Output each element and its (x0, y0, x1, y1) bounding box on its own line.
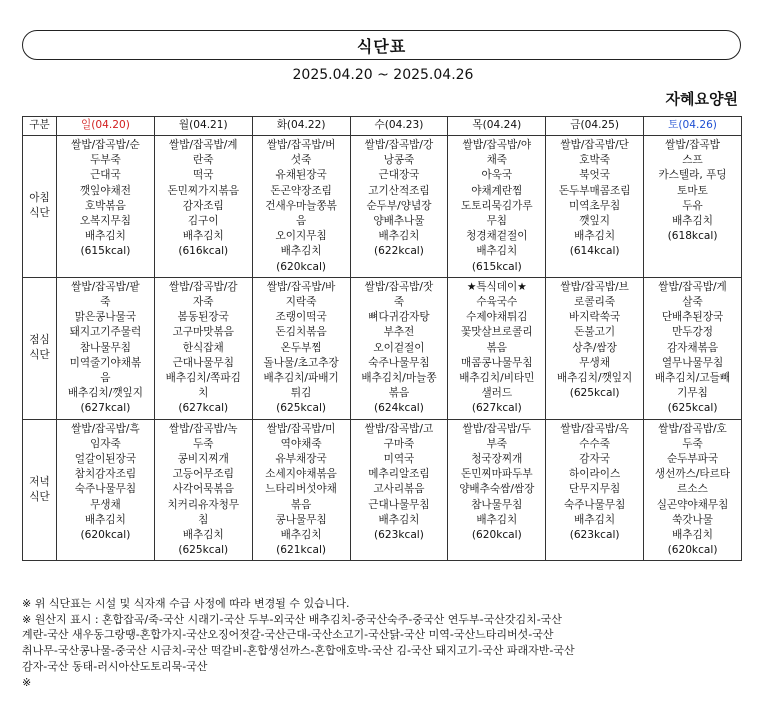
menu-item: 감자채볶음 (666, 341, 719, 354)
menu-item: 순두부파국 (666, 453, 719, 466)
menu-item: 돌나물/초고추장 (263, 356, 339, 369)
menu-item: 배추김치/깻잎지 (557, 372, 633, 385)
menu-item: 배추김치/쪽파김 (165, 372, 241, 385)
menu-item: 아욱국 (481, 169, 513, 182)
menu-item: 상추/쌈장 (572, 341, 617, 354)
meal-label-cell (23, 277, 57, 419)
menu-item: (625kcal) (276, 402, 327, 415)
menu-item: 조랭이떡국 (275, 311, 327, 324)
menu-item: (625kcal) (667, 402, 718, 415)
menu-item: 청경채겉절이 (466, 230, 528, 243)
header-corner-cell: 구분 (23, 117, 57, 136)
menu-item: 근대나물무침 (368, 498, 430, 511)
menu-item: 배추김치 (280, 529, 322, 542)
menu-item: 배추김치/고들빼 (654, 372, 731, 385)
menu-item: 배추김치 (574, 513, 616, 526)
menu-item: 느타리버섯야채 (265, 483, 337, 496)
menu-item: 음 (100, 372, 111, 385)
menu-item: 무생채 (90, 498, 121, 511)
day-header-cell: 토(04.26) (644, 117, 742, 136)
note-line: ※ 위 식단표는 시설 및 식자재 수급 사정에 따라 변경될 수 있습니다. (22, 597, 350, 610)
menu-cell (154, 277, 252, 419)
menu-item: 기무침 (677, 387, 708, 400)
menu-cell (448, 136, 546, 278)
menu-item: 카스텔라, 푸딩 (658, 169, 727, 182)
menu-cell (154, 136, 252, 278)
menu-item: 쌀밥/잡곡밥/호 (658, 422, 727, 435)
menu-item: 사각어묵볶음 (172, 483, 234, 496)
menu-item: 한식잡채 (182, 341, 224, 354)
menu-item: 부죽 (486, 437, 508, 450)
menu-item: 배추김치/깻잎지 (67, 387, 144, 400)
menu-item: 돈김치볶음 (275, 326, 327, 339)
menu-item: 치커리유자청무 (167, 498, 240, 511)
menu-item: 죽 (100, 296, 111, 309)
menu-item: (625kcal) (569, 387, 620, 400)
menu-cell (350, 136, 448, 278)
menu-item: 쌀밥/잡곡밥/단 (560, 139, 629, 151)
menu-item: (627kcal) (80, 402, 131, 415)
menu-item: 자죽 (193, 296, 214, 309)
menu-cell (252, 419, 350, 561)
menu-item: 봄동된장국 (177, 311, 229, 324)
menu-item: (620kcal) (471, 529, 522, 542)
menu-item: 수육국수 (476, 296, 518, 309)
table-header-row (23, 117, 742, 136)
menu-item: 참치감자조림 (74, 468, 137, 481)
menu-item: 무생채 (579, 356, 610, 369)
menu-item: 떡국 (193, 169, 214, 182)
day-header-cell: 월(04.21) (154, 117, 252, 136)
menu-item: 배추김치 (672, 529, 713, 542)
menu-item: 쑥갓나물 (672, 513, 713, 526)
menu-item: 배추김치 (476, 245, 518, 258)
menu-cell (252, 136, 350, 278)
menu-cell (546, 277, 644, 419)
menu-cell (644, 136, 742, 278)
menu-item: 부추전 (383, 326, 415, 339)
menu-item: 배추김치/파배기 (263, 372, 339, 385)
menu-item: 수수죽 (579, 437, 610, 450)
menu-item: 볶음 (388, 387, 410, 400)
menu-item: 바지락쑥국 (569, 311, 621, 324)
menu-item: 토마토 (677, 184, 708, 197)
note-line: ※ 원산지 표시 : 혼합잡곡/죽-국산 시래기-국산 두부-외국산 배추김치-중국산숙주-중국산 연두부-국산갓김치-국산 (22, 612, 562, 626)
day-header-cell: 화(04.22) (252, 117, 350, 136)
menu-cell (154, 419, 252, 561)
menu-item: 스프 (682, 154, 703, 167)
menu-item: 쌀밥/잡곡밥/순 (71, 139, 140, 151)
menu-item: 쌀밥/잡곡밥/강 (364, 139, 434, 151)
menu-cell (57, 277, 155, 419)
menu-item: (615kcal) (80, 245, 131, 258)
menu-cell (350, 419, 448, 561)
menu-item: 르소스 (677, 483, 708, 496)
menu-item: 쌀밥/잡곡밥/버 (266, 139, 336, 151)
note-line: 취나무-국산콩나물-중국산 시금치-국산 떡갈비-혼합생선까스-혼합애호박-국산 김-국산 돼지고기-국산 파래자반-국산 (22, 644, 575, 658)
menu-item: 깻잎야채전 (79, 184, 131, 197)
menu-item: 돈민찌마파두부 (460, 468, 533, 481)
menu-item: 침 (198, 513, 209, 526)
menu-item: 콩비지찌개 (177, 453, 229, 466)
meal-row (23, 136, 742, 278)
menu-item: 감자국 (579, 453, 610, 466)
menu-item: 섯죽 (290, 154, 312, 167)
menu-item: ★특식데이★ (466, 280, 527, 293)
menu-item: 배추김치 (378, 230, 420, 243)
menu-item: 쌀밥/잡곡밥/고 (364, 422, 434, 435)
table-body (23, 136, 742, 561)
meal-label-cell (23, 136, 57, 278)
menu-item: 유채된장국 (275, 169, 327, 182)
menu-cell (546, 136, 644, 278)
menu-item: 오이지무침 (275, 230, 327, 243)
menu-item: 근대장국 (378, 169, 420, 182)
menu-item: 돈불고기 (574, 326, 616, 339)
menu-item: 매콤콩나물무침 (460, 356, 533, 369)
menu-item: (620kcal) (667, 544, 718, 557)
meal-label-text: 저녁 (29, 475, 50, 488)
menu-cell (546, 419, 644, 561)
day-header-cell: 일(04.20) (57, 117, 155, 136)
menu-item: (616kcal) (178, 245, 229, 258)
menu-item: 배추김치/비타민 (459, 372, 535, 385)
menu-item: (623kcal) (569, 529, 620, 542)
menu-item: 미역초무침 (569, 199, 621, 212)
menu-item: 맑은콩나물국 (74, 311, 137, 324)
menu-item: (615kcal) (471, 260, 522, 273)
menu-item: 메추리알조림 (368, 468, 430, 481)
meal-row (23, 419, 742, 561)
menu-item: 실곤약야채무침 (656, 498, 729, 511)
menu-item: 오이겉절이 (373, 341, 425, 354)
menu-table (22, 116, 742, 561)
menu-item: 볶음 (486, 341, 508, 354)
menu-item: 구마죽 (383, 437, 415, 450)
menu-item: 순두부/양념장 (366, 199, 432, 212)
menu-item: 근대국 (90, 169, 121, 182)
menu-item: 배추김치 (476, 513, 518, 526)
menu-item: (622kcal) (374, 245, 424, 258)
menu-item: 배추김치 (182, 230, 224, 243)
menu-item: 근대나물무침 (172, 356, 234, 369)
menu-item: 쌀밥/잡곡밥/미 (266, 422, 336, 435)
menu-item: 참나물무침 (79, 341, 131, 354)
menu-item: 깻잎지 (579, 215, 610, 228)
menu-item: (625kcal) (178, 544, 229, 557)
menu-item: (621kcal) (276, 544, 327, 557)
menu-item: 낭콩죽 (383, 154, 415, 167)
menu-item: 유부채장국 (275, 453, 327, 466)
menu-item: 치 (198, 387, 209, 400)
menu-item: 고구마맛볶음 (172, 326, 234, 339)
menu-item: 고사리볶음 (373, 483, 425, 496)
menu-item: 역야채죽 (280, 437, 322, 450)
meal-label-text: 식단 (29, 349, 50, 362)
menu-item: 온두부찜 (280, 341, 322, 354)
menu-cell (448, 277, 546, 419)
meal-label-text: 아침 (29, 192, 50, 205)
menu-item: 야채계란찜 (471, 184, 523, 197)
meal-label-cell (23, 419, 57, 561)
menu-period: 2025.04.20 ~ 2025.04.26 (292, 67, 474, 83)
menu-item: 고등어무조림 (172, 468, 234, 481)
menu-item: 지락죽 (285, 296, 317, 309)
meal-label-text: 식단 (29, 207, 50, 220)
menu-item: 숙주나물무침 (74, 483, 137, 496)
menu-item: 돈두부매콤조림 (558, 184, 631, 197)
menu-item: 돼지고기주물럭 (69, 326, 142, 339)
menu-item: 숙주나물무침 (563, 498, 626, 511)
menu-item: 두유 (682, 199, 703, 212)
menu-item: (620kcal) (80, 529, 131, 542)
menu-item: 감자조림 (182, 199, 224, 212)
menu-item: 배추김치 (672, 215, 713, 228)
menu-item: (618kcal) (667, 230, 718, 243)
menu-item: 고기산적조림 (368, 184, 430, 197)
menu-item: 꽃맛살브로콜리 (460, 326, 533, 339)
menu-item: 만두강정 (672, 326, 713, 339)
menu-item: 단무지무침 (569, 483, 621, 496)
menu-item: 샐러드 (481, 387, 513, 400)
menu-item: 배추김치 (84, 513, 126, 526)
menu-item: 쌀밥/잡곡밥/녹 (168, 422, 238, 435)
menu-item: (620kcal) (276, 260, 327, 273)
menu-item: 열무나물무침 (661, 356, 724, 369)
menu-item: 도토리묵김가루 (460, 199, 533, 212)
day-header-cell: 수(04.23) (350, 117, 448, 136)
menu-item: 쌀밥/잡곡밥/팥 (71, 280, 140, 293)
menu-item: (624kcal) (374, 402, 424, 415)
menu-item: 살죽 (682, 296, 703, 309)
meal-row (23, 277, 742, 419)
menu-item: 쌀밥/잡곡밥/옥 (560, 422, 629, 435)
menu-item: 쌀밥/잡곡밥/브 (560, 280, 629, 293)
menu-item: 죽 (393, 296, 405, 309)
menu-item: 하이라이스 (569, 468, 621, 481)
menu-item: 청국장찌개 (471, 453, 523, 466)
menu-item: 숙주나물무침 (368, 356, 430, 369)
menu-cell (350, 277, 448, 419)
menu-item: 쌀밥/잡곡밥/감 (168, 280, 238, 293)
menu-item: 두부죽 (90, 154, 121, 167)
menu-item: 쌀밥/잡곡밥/바 (266, 280, 336, 293)
menu-item: 건새우마늘쫑볶 (265, 199, 337, 212)
menu-item: 배추김치/마늘쫑 (361, 372, 437, 385)
menu-item: 참나물무침 (471, 498, 523, 511)
menu-cell (252, 277, 350, 419)
menu-item: 쌀밥/잡곡밥/야 (462, 139, 532, 151)
menu-item: 튀김 (290, 387, 312, 400)
menu-item: 수제야채튀김 (466, 311, 528, 324)
note-line: ※ (22, 675, 32, 689)
menu-cell (644, 419, 742, 561)
page-title: 식단표 (356, 36, 407, 56)
menu-item: 북엇국 (579, 169, 610, 182)
meal-label-text: 점심 (29, 334, 50, 347)
menu-item: 호박볶음 (84, 199, 126, 212)
menu-item: 단배추된장국 (661, 311, 724, 324)
menu-cell (448, 419, 546, 561)
menu-item: 쌀밥/잡곡밥 (665, 139, 720, 151)
menu-item: 콩나물무침 (275, 513, 327, 526)
note-line: 감자-국산 동태-러시아산도토리묵-국산 (22, 659, 208, 673)
day-header-cell: 금(04.25) (546, 117, 644, 136)
menu-item: 쌀밥/잡곡밥/계 (168, 139, 238, 151)
menu-item: 채죽 (486, 154, 508, 167)
notes-section (22, 596, 752, 690)
menu-item: 무침 (486, 215, 508, 228)
menu-item: 배추김치 (378, 513, 420, 526)
menu-item: (627kcal) (471, 402, 522, 415)
menu-item: 쌀밥/잡곡밥/두 (462, 422, 532, 435)
menu-item: 배추김치 (280, 245, 322, 258)
menu-item: 미역국 (383, 453, 415, 466)
menu-item: 음 (295, 215, 307, 228)
organization-name: 자혜요양원 (665, 90, 738, 108)
menu-item: (627kcal) (178, 402, 229, 415)
meal-label-text: 식단 (29, 491, 50, 504)
menu-item: 미역줄기야채볶 (69, 356, 142, 369)
menu-item: 임자죽 (90, 437, 121, 450)
menu-item: 김구이 (187, 215, 219, 228)
menu-item: 쌀밥/잡곡밥/흑 (71, 422, 140, 435)
note-line: 계란-국산 새우동그랑땡-혼합가지-국산오징어젓갈-국산근대-국산소고기-국산닭-국산 미역-국산느타리버섯-국산 (22, 628, 554, 642)
menu-item: 쌀밥/잡곡밥/게 (658, 280, 727, 293)
menu-item: 쌀밥/잡곡밥/잣 (364, 280, 434, 293)
menu-item: 배추김치 (182, 529, 224, 542)
menu-cell (57, 136, 155, 278)
menu-item: 양배추나물 (373, 215, 425, 228)
menu-item: 로콜리죽 (574, 296, 616, 309)
menu-item: 오복지무침 (79, 215, 131, 228)
menu-item: 두죽 (193, 437, 214, 450)
menu-item: (623kcal) (374, 529, 424, 542)
menu-item: 소세지야채볶음 (265, 468, 337, 481)
menu-item: 배추김치 (574, 230, 616, 243)
menu-item: 양배추숙쌈/쌈장 (459, 483, 535, 496)
day-header-cell: 목(04.24) (448, 117, 546, 136)
menu-item: 생선까스/타르타 (654, 468, 731, 481)
menu-item: 뼈다귀감자탕 (368, 311, 430, 324)
menu-item: 두죽 (682, 437, 703, 450)
menu-item: (614kcal) (569, 245, 620, 258)
title-box (22, 30, 741, 60)
menu-item: 배추김치 (84, 230, 126, 243)
menu-item: 돈곤약장조림 (270, 184, 332, 197)
menu-item: 란죽 (193, 154, 214, 167)
menu-item: 볶음 (290, 498, 312, 511)
menu-cell (57, 419, 155, 561)
menu-item: 돈민찌가지볶음 (167, 184, 240, 197)
menu-item: 호박죽 (579, 154, 610, 167)
menu-item: 얼갈이된장국 (74, 453, 137, 466)
menu-cell (644, 277, 742, 419)
